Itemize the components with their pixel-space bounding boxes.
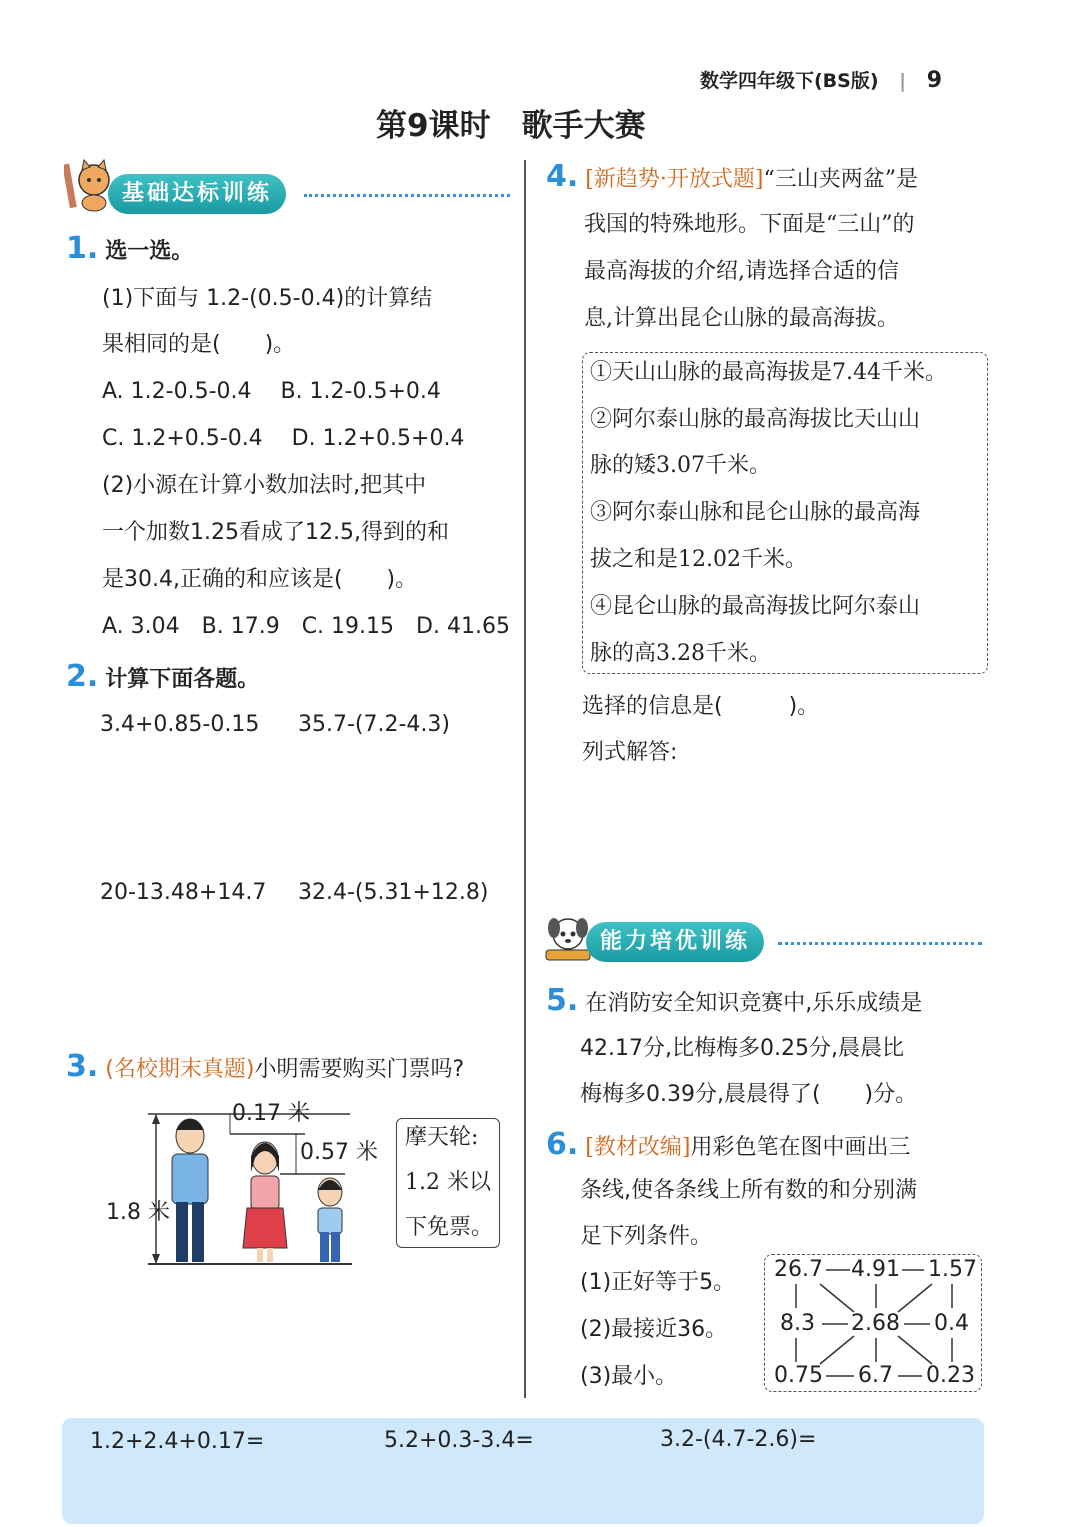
question-4-number: 4.	[546, 159, 579, 194]
q6-line-3: 足下列条件。	[580, 1224, 713, 1249]
q1-part1-line1: (1)下面与 1.2-(0.5-0.4)的计算结	[102, 286, 433, 311]
cat-mascot-icon	[64, 158, 114, 212]
q1-part1-options-cd: C. 1.2+0.5-0.4 D. 1.2+0.5+0.4	[102, 426, 465, 451]
q4-info-2a: ②阿尔泰山脉的最高海拔比天山山	[590, 407, 921, 432]
q4-line-3: 最高海拔的介绍,请选择合适的信	[584, 259, 899, 284]
section-dots	[304, 194, 510, 197]
book-header	[700, 66, 942, 93]
q5-line-2: 42.17分,比梅梅多0.25分,晨晨比	[580, 1036, 904, 1061]
question-2-number: 2.	[66, 659, 99, 694]
question-2-title: 计算下面各题。	[105, 667, 260, 692]
page-number: 9	[926, 68, 943, 93]
q1-part2-line3: 是30.4,正确的和应该是( )。	[102, 567, 418, 592]
question-5-line-1: 在消防安全知识竞赛中,乐乐成绩是	[585, 991, 923, 1016]
question-1-title: 选一选。	[105, 239, 194, 264]
q6-condition-2: (2)最接近36。	[580, 1317, 728, 1342]
question-1-heading	[66, 231, 194, 267]
q4-info-4b: 脉的高3.28千米。	[590, 641, 771, 666]
grid-cell-1: 26.7	[774, 1257, 823, 1282]
q4-info-3a: ③阿尔泰山脉和昆仑山脉的最高海	[590, 500, 921, 525]
header-divider: |	[899, 70, 907, 92]
q1-part1-options-ab: A. 1.2-0.5-0.4 B. 1.2-0.5+0.4	[102, 379, 441, 404]
q3-dad-height: 1.8 米	[106, 1200, 170, 1225]
q5-line-3: 梅梅多0.39分,晨晨得了( )分。	[580, 1082, 918, 1107]
question-6-heading	[546, 1127, 911, 1163]
grid-cell-5: 2.68	[851, 1311, 900, 1336]
question-3-number: 3.	[66, 1049, 99, 1084]
page-title: 第9课时 歌手大赛	[376, 108, 646, 144]
question-4-tag: [新趋势·开放式题]	[585, 167, 764, 192]
q4-info-2b: 脉的矮3.07千米。	[590, 453, 771, 478]
question-4-line-1: “三山夹两盆”是	[763, 167, 918, 192]
q4-line-4: 息,计算出昆仑山脉的最高海拔。	[584, 306, 899, 331]
section-dots-advanced	[778, 942, 982, 945]
question-3-text: 小明需要购买门票吗?	[254, 1057, 465, 1082]
grid-cell-7: 0.75	[774, 1363, 823, 1388]
question-1-number: 1.	[66, 231, 99, 266]
grid-cell-8: 6.7	[858, 1363, 893, 1388]
question-4-heading	[546, 159, 918, 195]
q4-info-4a: ④昆仑山脉的最高海拔比阿尔泰山	[590, 594, 921, 619]
sign-line-1: 摩天轮:	[405, 1125, 479, 1150]
q1-part2-options: A. 3.04 B. 17.9 C. 19.15 D. 41.65	[102, 614, 510, 639]
q4-info-3b: 拔之和是12.02千米。	[590, 547, 807, 572]
q2-expression-4: 32.4-(5.31+12.8)	[298, 880, 489, 905]
grid-cell-3: 1.57	[928, 1257, 977, 1282]
q1-part2-line1: (2)小源在计算小数加法时,把其中	[102, 473, 427, 498]
q6-line-2: 条线,使各条线上所有数的和分别满	[580, 1178, 917, 1203]
q1-part2-line2: 一个加数1.25看成了12.5,得到的和	[102, 520, 449, 545]
question-5-number: 5.	[546, 983, 579, 1018]
q4-select-answer: 选择的信息是( )。	[582, 694, 820, 719]
question-6-line-1: 用彩色笔在图中画出三	[690, 1135, 911, 1160]
question-3-tag: (名校期末真题)	[105, 1057, 255, 1082]
q2-expression-1: 3.4+0.85-0.15	[100, 712, 260, 737]
q4-solve-label: 列式解答:	[582, 740, 678, 765]
q3-height-diff-1: 0.17 米	[232, 1101, 310, 1126]
column-divider	[524, 160, 526, 1398]
bottom-expression-2: 5.2+0.3-3.4=	[384, 1428, 534, 1453]
grid-cell-9: 0.23	[926, 1363, 975, 1388]
book-name: 数学四年级下(BS版)	[700, 70, 879, 92]
q4-info-1: ①天山山脉的最高海拔是7.44千米。	[590, 360, 947, 385]
grid-cell-2: 4.91	[851, 1257, 900, 1282]
q6-condition-1: (1)正好等于5。	[580, 1270, 736, 1295]
question-2-heading	[66, 659, 260, 695]
q4-line-2: 我国的特殊地形。下面是“三山”的	[584, 212, 915, 237]
q2-expression-3: 20-13.48+14.7	[100, 880, 267, 905]
question-3-heading	[66, 1049, 465, 1085]
grid-cell-4: 8.3	[780, 1311, 815, 1336]
ferris-wheel-sign	[396, 1118, 500, 1248]
grid-cell-6: 0.4	[934, 1311, 969, 1336]
question-5-heading	[546, 983, 923, 1019]
section-advanced-title: 能力培优训练	[586, 922, 764, 962]
sign-line-3: 下免票。	[405, 1215, 494, 1240]
sign-line-2: 1.2 米以	[405, 1170, 491, 1195]
q6-condition-3: (3)最小。	[580, 1364, 678, 1389]
question-6-number: 6.	[546, 1127, 579, 1162]
section-basic-title: 基础达标训练	[108, 174, 286, 214]
q3-height-diff-2: 0.57 米	[300, 1140, 378, 1165]
q2-expression-2: 35.7-(7.2-4.3)	[298, 712, 451, 737]
bottom-expression-3: 3.2-(4.7-2.6)=	[660, 1427, 817, 1452]
bottom-expression-1: 1.2+2.4+0.17=	[90, 1429, 265, 1454]
question-6-tag: [教材改编]	[585, 1135, 691, 1160]
q1-part1-line2: 果相同的是( )。	[102, 332, 296, 357]
